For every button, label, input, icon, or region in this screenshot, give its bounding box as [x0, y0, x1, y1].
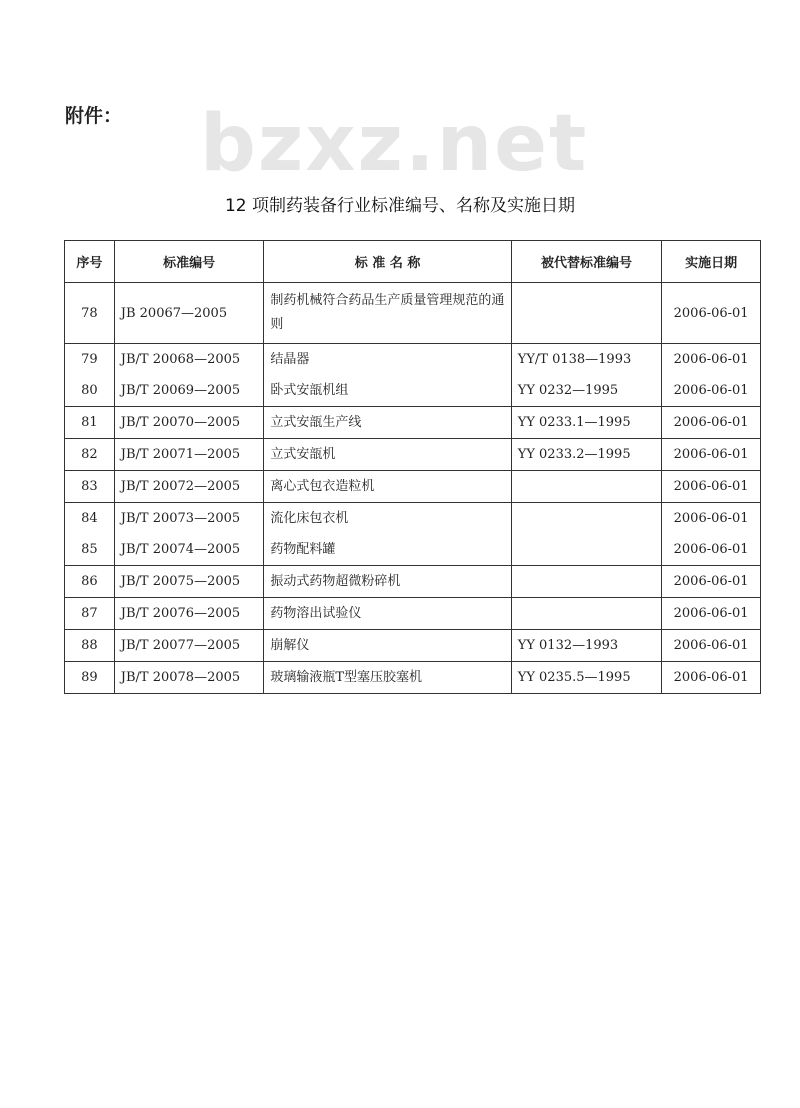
standard-code: JB/T 20074—2005 [114, 534, 264, 566]
row-number: 80 [65, 375, 115, 407]
standard-name: 药物溶出试验仪 [264, 598, 511, 630]
standard-code: JB/T 20068—2005 [114, 344, 264, 376]
row-number: 82 [65, 439, 115, 471]
row-number: 84 [65, 503, 115, 535]
implementation-date: 2006-06-01 [662, 407, 761, 439]
standards-table [64, 240, 761, 694]
standard-code: JB/T 20072—2005 [114, 471, 264, 503]
implementation-date: 2006-06-01 [662, 344, 761, 376]
table-row [65, 471, 761, 503]
replaced-standard: YY 0132—1993 [511, 630, 661, 662]
standard-name: 制药机械符合药品生产质量管理规范的通则 [264, 283, 511, 344]
table-row [65, 344, 761, 376]
row-number: 83 [65, 471, 115, 503]
header-date: 实施日期 [662, 241, 761, 283]
row-number: 88 [65, 630, 115, 662]
standard-code: JB/T 20071—2005 [114, 439, 264, 471]
implementation-date: 2006-06-01 [662, 598, 761, 630]
row-number: 89 [65, 662, 115, 694]
row-number: 81 [65, 407, 115, 439]
table-row [65, 503, 761, 535]
standard-code: JB/T 20078—2005 [114, 662, 264, 694]
table-row [65, 662, 761, 694]
implementation-date: 2006-06-01 [662, 471, 761, 503]
replaced-standard: YY 0235.5—1995 [511, 662, 661, 694]
standard-code: JB/T 20070—2005 [114, 407, 264, 439]
standard-code: JB/T 20073—2005 [114, 503, 264, 535]
implementation-date: 2006-06-01 [662, 566, 761, 598]
replaced-standard: YY/T 0138—1993 [511, 344, 661, 376]
replaced-standard [511, 283, 661, 344]
table-row [65, 630, 761, 662]
header-name: 标 准 名 称 [264, 241, 511, 283]
standard-name: 药物配料罐 [264, 534, 511, 566]
standard-code: JB/T 20069—2005 [114, 375, 264, 407]
standard-name: 立式安瓿生产线 [264, 407, 511, 439]
replaced-standard [511, 503, 661, 535]
standard-code: JB/T 20076—2005 [114, 598, 264, 630]
implementation-date: 2006-06-01 [662, 283, 761, 344]
replaced-standard: YY 0233.2—1995 [511, 439, 661, 471]
standard-name: 结晶器 [264, 344, 511, 376]
row-number: 85 [65, 534, 115, 566]
standard-name: 离心式包衣造粒机 [264, 471, 511, 503]
table-row [65, 375, 761, 407]
standard-code: JB 20067—2005 [114, 283, 264, 344]
standard-code: JB/T 20075—2005 [114, 566, 264, 598]
document-title: 12 项制药装备行业标准编号、名称及实施日期 [224, 196, 576, 216]
replaced-standard [511, 471, 661, 503]
table-row [65, 598, 761, 630]
header-replaced: 被代替标准编号 [511, 241, 661, 283]
standard-name: 振动式药物超微粉碎机 [264, 566, 511, 598]
standard-code: JB/T 20077—2005 [114, 630, 264, 662]
standard-name: 崩解仪 [264, 630, 511, 662]
table-row [65, 534, 761, 566]
implementation-date: 2006-06-01 [662, 439, 761, 471]
row-number: 78 [65, 283, 115, 344]
attachment-label: 附件： [65, 105, 123, 127]
standard-name: 卧式安瓿机组 [264, 375, 511, 407]
implementation-date: 2006-06-01 [662, 375, 761, 407]
row-number: 86 [65, 566, 115, 598]
watermark: bzxz.net [200, 99, 589, 189]
table-header-row [65, 241, 761, 283]
replaced-standard [511, 598, 661, 630]
standard-name: 立式安瓿机 [264, 439, 511, 471]
table-row [65, 407, 761, 439]
standard-name: 玻璃输液瓶T型塞压胶塞机 [264, 662, 511, 694]
implementation-date: 2006-06-01 [662, 534, 761, 566]
standard-name: 流化床包衣机 [264, 503, 511, 535]
table-row [65, 283, 761, 344]
row-number: 87 [65, 598, 115, 630]
replaced-standard: YY 0233.1—1995 [511, 407, 661, 439]
replaced-standard [511, 534, 661, 566]
replaced-standard [511, 566, 661, 598]
table-row [65, 566, 761, 598]
replaced-standard: YY 0232—1995 [511, 375, 661, 407]
implementation-date: 2006-06-01 [662, 662, 761, 694]
row-number: 79 [65, 344, 115, 376]
header-no: 序号 [65, 241, 115, 283]
implementation-date: 2006-06-01 [662, 630, 761, 662]
implementation-date: 2006-06-01 [662, 503, 761, 535]
header-code: 标准编号 [114, 241, 264, 283]
table-row [65, 439, 761, 471]
